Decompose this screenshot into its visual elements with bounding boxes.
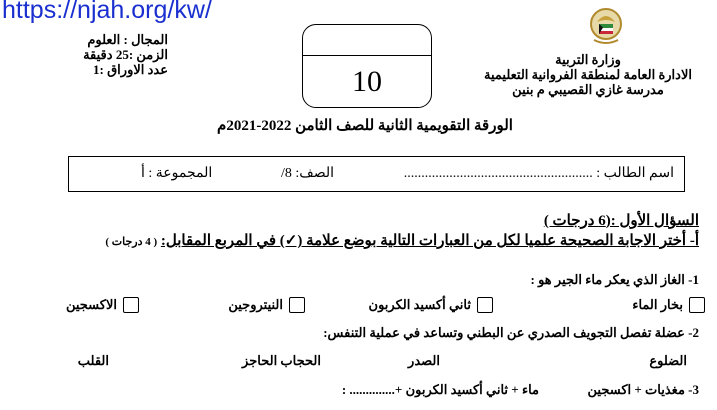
- school-name: مدرسة غازي القصيبي م بنين: [512, 82, 664, 97]
- checkbox[interactable]: [289, 297, 305, 313]
- question-item-1: 1- الغاز الذي يعكر ماء الجير هو :: [530, 272, 699, 287]
- ministry-name: وزارة التربية: [555, 52, 621, 67]
- subject-label: المجال : العلوم: [87, 32, 168, 47]
- kuwait-emblem-icon: [588, 6, 624, 46]
- option-label: ثاني أكسيد الكربون: [368, 297, 471, 312]
- option-2c[interactable]: الحجاب الحاجز: [242, 353, 321, 368]
- option-2d[interactable]: القلب: [77, 353, 109, 368]
- exam-info: [28, 32, 168, 77]
- student-info-box: [68, 156, 685, 192]
- option-label: بخار الماء: [632, 297, 683, 312]
- question-item-2: 2- عضلة تفصل التجويف الصدري عن البطني وتساعد في عملية التنفس:: [323, 325, 699, 340]
- directorate-name: الادارة العامة لمنطقة الفروانية التعليمية: [484, 67, 692, 82]
- instruction-points: ( 4 درجات ): [105, 236, 158, 248]
- checkbox[interactable]: [123, 297, 139, 313]
- pages-label: عدد الاوراق :1: [93, 62, 168, 77]
- checkbox[interactable]: [477, 297, 493, 313]
- ministry-block: [470, 52, 706, 97]
- option-1d[interactable]: [66, 297, 139, 313]
- option-1a[interactable]: [632, 297, 705, 313]
- checkbox[interactable]: [689, 297, 705, 313]
- option-2b[interactable]: الصدر: [408, 353, 440, 368]
- score-divider: [303, 55, 431, 56]
- score-value: 10: [352, 65, 382, 98]
- group-field[interactable]: المجموعة : أ: [141, 166, 213, 181]
- option-1c[interactable]: [228, 297, 305, 313]
- exam-title: الورقة التقويمية الثانية للصف الثامن 2022-2021م: [217, 118, 513, 134]
- option-label: الاكسجين: [65, 297, 117, 312]
- question1-heading: السؤال الأول :(6 درجات ): [543, 213, 699, 229]
- option-2a[interactable]: الضلوع: [649, 353, 687, 368]
- question1-instruction: [105, 231, 699, 250]
- watermark-url[interactable]: https://njah.org/kw/: [2, 0, 212, 24]
- option-label: النيتروجين: [228, 297, 283, 312]
- student-name-field[interactable]: اسم الطالب : ......................................................: [403, 166, 674, 181]
- option-1b[interactable]: [369, 297, 493, 313]
- time-label: الزمن :25 دقيقة: [83, 47, 168, 62]
- class-field[interactable]: الصف: 8/: [281, 166, 335, 181]
- score-box: [302, 24, 432, 108]
- question-item-3: 3- مغذيات + اكسجين: [587, 382, 699, 397]
- question-item-3-continuation: ماء + ثاني أكسيد الكربون +.............. :: [341, 382, 539, 397]
- instruction-text: أ- أختر الاجابة الصحيحة علميا لكل من العبارات التالية بوضع علامة (✓) في المربع المقابل:: [160, 233, 699, 249]
